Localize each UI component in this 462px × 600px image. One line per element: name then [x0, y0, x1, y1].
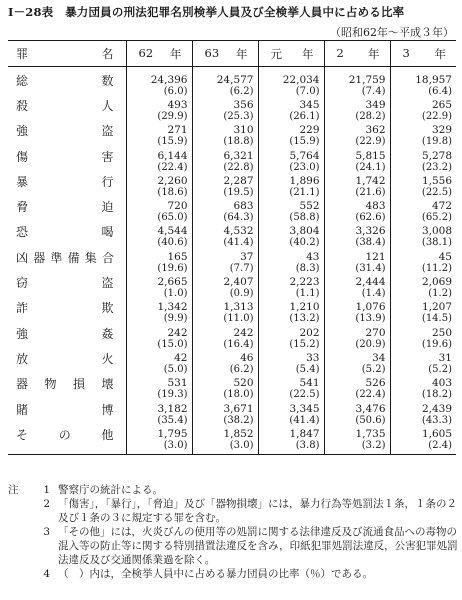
gang-share-percent: (25.3): [223, 111, 254, 122]
value-cell: [258, 302, 324, 327]
value-cell: [126, 404, 192, 429]
arrest-count: 2,260: [157, 174, 188, 187]
arrest-count: 483: [365, 200, 386, 213]
table-row: [8, 176, 456, 201]
gang-share-percent: (41.4): [223, 237, 254, 249]
arrest-count: 1,210: [289, 301, 320, 314]
arrest-count: 526: [365, 377, 386, 390]
arrest-count: 18,957: [415, 74, 452, 86]
arrest-count: 531: [167, 377, 188, 390]
crime-name-cell: [8, 201, 126, 226]
arrest-count: 472: [431, 200, 452, 213]
crime-name: 脅 迫: [16, 200, 114, 215]
arrest-count: 45: [438, 250, 452, 263]
arrest-count: 2,287: [223, 174, 254, 187]
arrest-count: 3,476: [355, 402, 386, 415]
arrest-count: 270: [365, 326, 386, 339]
crime-name-cell: [8, 302, 126, 327]
gang-share-percent: (22.4): [355, 389, 386, 401]
value-cell: [192, 226, 258, 251]
arrest-count: 2,069: [421, 276, 452, 289]
value-cell: [324, 252, 390, 277]
gang-share-percent: (11.0): [223, 313, 254, 325]
gang-share-percent: (7.0): [295, 86, 320, 97]
gang-share-percent: (22.5): [421, 186, 452, 198]
arrest-count: 4,544: [157, 225, 188, 238]
gang-share-percent: (1.4): [361, 288, 386, 300]
value-cell: [390, 328, 456, 353]
value-cell: [324, 378, 390, 403]
gang-share-percent: (50.6): [355, 414, 386, 426]
arrest-count: 1,313: [223, 301, 254, 314]
arrest-count: 5,764: [289, 149, 320, 162]
gang-share-percent: (41.4): [289, 414, 320, 426]
gang-share-percent: (23.2): [421, 161, 452, 173]
value-cell: [258, 67, 324, 101]
gang-share-percent: (23.0): [289, 161, 320, 173]
gang-share-percent: (5.2): [428, 363, 452, 375]
arrest-count: 1,852: [223, 427, 254, 440]
value-cell: [126, 378, 192, 403]
gang-share-percent: (0.9): [229, 288, 254, 300]
arrest-count: 4,532: [223, 225, 254, 238]
footnote: [8, 567, 458, 581]
table-row: [8, 302, 456, 327]
value-cell: [390, 67, 456, 101]
table-row: [8, 378, 456, 403]
arrest-count: 242: [167, 326, 188, 339]
gang-share-percent: (14.5): [421, 313, 452, 325]
value-cell: [324, 302, 390, 327]
gang-share-percent: (7.4): [361, 86, 386, 97]
gang-share-percent: (31.4): [355, 262, 386, 274]
value-cell: [126, 353, 192, 378]
gang-share-percent: (58.8): [289, 212, 320, 224]
gang-share-percent: (19.6): [421, 338, 452, 350]
value-cell: [390, 378, 456, 403]
crime-name-cell: [8, 100, 126, 125]
gang-share-percent: (26.1): [289, 111, 320, 122]
value-cell: [324, 429, 390, 455]
gang-share-percent: (3.0): [163, 439, 188, 451]
arrest-count: 24,577: [216, 74, 254, 86]
value-cell: [258, 201, 324, 226]
arrest-count: 2,223: [289, 276, 320, 289]
gang-share-percent: (22.9): [355, 136, 386, 148]
gang-share-percent: (22.5): [289, 389, 320, 401]
table-row: [8, 252, 456, 277]
arrest-count: 1,556: [421, 174, 452, 187]
arrest-count: 3,008: [421, 225, 452, 238]
arrest-count: 1,207: [421, 301, 452, 314]
gang-share-percent: (16.4): [223, 338, 254, 350]
arrest-count: 31: [438, 351, 452, 364]
value-cell: [258, 328, 324, 353]
arrest-count: 3,345: [289, 402, 320, 415]
arrest-count: 1,896: [289, 174, 320, 187]
value-cell: [192, 252, 258, 277]
arrest-count: 1,735: [355, 427, 386, 440]
value-cell: [126, 429, 192, 455]
footnote-text: 「傷害」，「暴行」，「脅迫」及び「器物損壊」には，暴力行為等処罰法１条，１条の２及び１条の３に規定する罪を含む。: [58, 498, 457, 524]
gang-share-percent: (15.9): [289, 136, 320, 148]
arrest-count: 24,396: [150, 74, 188, 86]
crime-name-cell: [8, 404, 126, 429]
gang-share-percent: (11.2): [421, 262, 452, 274]
value-cell: [390, 176, 456, 201]
table-row: [8, 277, 456, 302]
arrest-count: 22,034: [282, 74, 320, 86]
gang-share-percent: (6.2): [229, 363, 254, 375]
arrest-count: 493: [167, 99, 188, 111]
value-cell: [192, 67, 258, 101]
value-cell: [258, 277, 324, 302]
gang-share-percent: (6.4): [428, 86, 452, 97]
crime-name-cell: [8, 67, 126, 101]
crime-name: 器 物 損 壊: [16, 377, 114, 392]
crime-statistics-table: [8, 40, 456, 455]
arrest-count: 46: [240, 351, 254, 364]
arrest-count: 2,439: [421, 402, 452, 415]
footnote-text: 警察庁の統計による。: [58, 484, 163, 496]
value-cell: [390, 277, 456, 302]
value-cell: [126, 252, 192, 277]
arrest-count: 3,182: [157, 402, 188, 415]
arrest-count: 202: [299, 326, 320, 339]
arrest-count: 720: [167, 200, 188, 213]
arrest-count: 271: [167, 124, 188, 137]
arrest-count: 1,605: [421, 427, 452, 440]
gang-share-percent: (3.8): [295, 439, 320, 451]
arrest-count: 265: [431, 99, 452, 111]
gang-share-percent: (21.6): [355, 186, 386, 198]
gang-share-percent: (15.9): [157, 136, 188, 148]
gang-share-percent: (19.3): [157, 389, 188, 401]
crime-name-cell: [8, 151, 126, 176]
value-cell: [324, 201, 390, 226]
value-cell: [192, 100, 258, 125]
value-cell: [258, 226, 324, 251]
gang-share-percent: (3.2): [361, 439, 386, 451]
value-cell: [192, 277, 258, 302]
value-cell: [390, 100, 456, 125]
arrest-count: 3,804: [289, 225, 320, 238]
table-row: [8, 226, 456, 251]
gang-share-percent: (38.2): [223, 414, 254, 426]
table-period: （昭和62年～平成３年）: [330, 26, 454, 39]
gang-share-percent: (1.2): [428, 288, 452, 300]
value-cell: [126, 100, 192, 125]
value-cell: [390, 252, 456, 277]
gang-share-percent: (64.3): [223, 212, 254, 224]
value-cell: [126, 151, 192, 176]
footnote-number: 4: [43, 568, 50, 580]
value-cell: [126, 125, 192, 150]
table-row: [8, 100, 456, 125]
arrest-count: 345: [299, 99, 320, 111]
gang-share-percent: (24.1): [355, 161, 386, 173]
crime-name: そ の 他: [16, 427, 114, 442]
footnote-lead: 注: [8, 484, 19, 496]
crime-name: 凶 器 準 備 集 合: [16, 250, 114, 265]
gang-share-percent: (38.4): [355, 237, 386, 249]
table-row: [8, 67, 456, 101]
value-cell: [324, 226, 390, 251]
value-cell: [324, 151, 390, 176]
value-cell: [126, 226, 192, 251]
gang-share-percent: (18.8): [223, 136, 254, 148]
gang-share-percent: (18.0): [223, 389, 254, 401]
crime-name: 殺 人: [16, 99, 114, 113]
arrest-count: 121: [365, 250, 386, 263]
value-cell: [126, 277, 192, 302]
arrest-count: 1,076: [355, 301, 386, 314]
value-cell: [324, 328, 390, 353]
crime-name: 放 火: [16, 351, 114, 366]
gang-share-percent: (6.0): [163, 86, 188, 97]
arrest-count: 33: [306, 351, 320, 364]
table-row: [8, 201, 456, 226]
gang-share-percent: (9.9): [163, 313, 188, 325]
table-body: [8, 67, 456, 455]
value-cell: [258, 100, 324, 125]
value-cell: [192, 302, 258, 327]
footnotes: [8, 483, 458, 581]
gang-share-percent: (5.0): [163, 363, 188, 375]
value-cell: [324, 353, 390, 378]
value-cell: [192, 151, 258, 176]
arrest-count: 5,278: [421, 149, 452, 162]
footnote: [8, 525, 458, 567]
arrest-count: 229: [299, 124, 320, 137]
value-cell: [390, 353, 456, 378]
arrest-count: 403: [431, 377, 452, 390]
gang-share-percent: (21.1): [289, 186, 320, 198]
crime-name: 恐 喝: [16, 225, 114, 240]
arrest-count: 5,815: [355, 149, 386, 162]
footnote-number: 1: [43, 484, 50, 496]
value-cell: [192, 404, 258, 429]
arrest-count: 2,444: [355, 276, 386, 289]
value-cell: [258, 378, 324, 403]
gang-share-percent: (15.2): [289, 338, 320, 350]
gang-share-percent: (19.8): [421, 136, 452, 148]
table-row: [8, 125, 456, 150]
value-cell: [192, 176, 258, 201]
gang-share-percent: (1.1): [295, 288, 320, 300]
gang-share-percent: (22.9): [421, 111, 452, 122]
crime-name-cell: [8, 176, 126, 201]
arrest-count: 37: [240, 250, 254, 263]
value-cell: [324, 404, 390, 429]
gang-share-percent: (13.9): [355, 313, 386, 325]
crime-name-cell: [8, 353, 126, 378]
arrest-count: 520: [233, 377, 254, 390]
value-cell: [258, 176, 324, 201]
value-cell: [192, 201, 258, 226]
crime-name: 賭 博: [16, 402, 114, 417]
value-cell: [126, 176, 192, 201]
arrest-count: 21,759: [348, 74, 386, 86]
arrest-count: 310: [233, 124, 254, 137]
crime-name: 傷 害: [16, 149, 114, 164]
gang-share-percent: (19.5): [223, 186, 254, 198]
gang-share-percent: (29.9): [157, 111, 188, 122]
gang-share-percent: (7.7): [229, 262, 254, 274]
gang-share-percent: (6.2): [229, 86, 254, 97]
arrest-count: 3,671: [223, 402, 254, 415]
value-cell: [126, 302, 192, 327]
header-crime-label: 罪 名: [16, 47, 114, 61]
arrest-count: 6,144: [157, 149, 188, 162]
gang-share-percent: (65.0): [157, 212, 188, 224]
value-cell: [324, 176, 390, 201]
table-row: [8, 353, 456, 378]
value-cell: [390, 404, 456, 429]
crime-name-cell: [8, 277, 126, 302]
value-cell: [390, 151, 456, 176]
value-cell: [390, 125, 456, 150]
arrest-count: 362: [365, 124, 386, 137]
value-cell: [258, 404, 324, 429]
value-cell: [324, 100, 390, 125]
arrest-count: 356: [233, 99, 254, 111]
value-cell: [192, 328, 258, 353]
table-row: [8, 151, 456, 176]
arrest-count: 2,407: [223, 276, 254, 289]
gang-share-percent: (62.6): [355, 212, 386, 224]
value-cell: [192, 429, 258, 455]
arrest-count: 250: [431, 326, 452, 339]
value-cell: [390, 201, 456, 226]
gang-share-percent: (38.1): [421, 237, 452, 249]
crime-name: 暴 行: [16, 174, 114, 189]
gang-share-percent: (18.2): [421, 389, 452, 401]
value-cell: [258, 353, 324, 378]
table-row: [8, 404, 456, 429]
header-year: 元 年: [258, 41, 324, 67]
footnote-number: 2: [43, 498, 50, 510]
table-row: [8, 328, 456, 353]
crime-name-cell: [8, 252, 126, 277]
footnote: [8, 483, 458, 497]
gang-share-percent: (5.2): [361, 363, 386, 375]
value-cell: [324, 277, 390, 302]
value-cell: [390, 429, 456, 455]
header-row: [8, 41, 456, 67]
gang-share-percent: (40.6): [157, 237, 188, 249]
gang-share-percent: (35.4): [157, 414, 188, 426]
arrest-count: 349: [365, 99, 386, 111]
value-cell: [324, 67, 390, 101]
gang-share-percent: (2.4): [428, 439, 452, 451]
gang-share-percent: (22.8): [223, 161, 254, 173]
arrest-count: 1,847: [289, 427, 320, 440]
arrest-count: 6,321: [223, 149, 254, 162]
crime-name-cell: [8, 429, 126, 455]
footnote-number: 3: [43, 526, 50, 538]
header-year: 62 年: [126, 41, 192, 67]
footnote-text: 「その他」には，火炎びんの使用等の処罰に関する法律違反及び流通食品への毒物の混入等の防止等に関する特別措置法違反を含み，印紙犯罪処罰法違反，公害犯罪処罰法違反及び交通関係業過を除く。: [58, 526, 458, 566]
footnote-text: （ ）内は，全検挙人員中に占める暴力団員の比率（％）である。: [58, 568, 373, 580]
gang-share-percent: (15.0): [157, 338, 188, 350]
arrest-count: 329: [431, 124, 452, 137]
arrest-count: 2,665: [157, 276, 188, 289]
arrest-count: 3,326: [355, 225, 386, 238]
arrest-count: 1,342: [157, 301, 188, 314]
header-year: 63 年: [192, 41, 258, 67]
value-cell: [126, 67, 192, 101]
gang-share-percent: (5.4): [295, 363, 320, 375]
value-cell: [192, 353, 258, 378]
arrest-count: 43: [306, 250, 320, 263]
gang-share-percent: (20.9): [355, 338, 386, 350]
crime-name-cell: [8, 226, 126, 251]
crime-name: 強 盗: [16, 124, 114, 139]
table-row: [8, 429, 456, 455]
header-crime: [8, 41, 126, 67]
value-cell: [126, 328, 192, 353]
crime-name: 窃 盗: [16, 276, 114, 291]
value-cell: [192, 125, 258, 150]
crime-name-cell: [8, 125, 126, 150]
value-cell: [324, 125, 390, 150]
value-cell: [258, 125, 324, 150]
table-title: Ⅰ－28表 暴力団員の刑法犯罪名別検挙人員及び全検挙人員中に占める比率: [8, 5, 405, 19]
crime-name: 強 姦: [16, 326, 114, 341]
header-year: 2 年: [324, 41, 390, 67]
arrest-count: 42: [174, 351, 188, 364]
gang-share-percent: (3.0): [229, 439, 254, 451]
value-cell: [258, 252, 324, 277]
gang-share-percent: (22.4): [157, 161, 188, 173]
arrest-count: 541: [299, 377, 320, 390]
gang-share-percent: (13.2): [289, 313, 320, 325]
crime-name-cell: [8, 378, 126, 403]
header-year: 3 年: [390, 41, 456, 67]
crime-name-cell: [8, 328, 126, 353]
arrest-count: 165: [167, 250, 188, 263]
gang-share-percent: (65.2): [421, 212, 452, 224]
arrest-count: 34: [372, 351, 386, 364]
gang-share-percent: (1.0): [163, 288, 188, 300]
gang-share-percent: (43.3): [421, 414, 452, 426]
gang-share-percent: (28.2): [355, 111, 386, 122]
value-cell: [258, 151, 324, 176]
gang-share-percent: (19.6): [157, 262, 188, 274]
arrest-count: 683: [233, 200, 254, 213]
value-cell: [258, 429, 324, 455]
crime-name: 詐 欺: [16, 301, 114, 316]
value-cell: [192, 378, 258, 403]
crime-name: 総 数: [16, 74, 114, 88]
arrest-count: 242: [233, 326, 254, 339]
arrest-count: 1,795: [157, 427, 188, 440]
value-cell: [390, 226, 456, 251]
footnote: [8, 497, 458, 525]
arrest-count: 1,742: [355, 174, 386, 187]
arrest-count: 552: [299, 200, 320, 213]
value-cell: [390, 302, 456, 327]
gang-share-percent: (40.2): [289, 237, 320, 249]
gang-share-percent: (18.6): [157, 186, 188, 198]
gang-share-percent: (8.3): [295, 262, 320, 274]
value-cell: [126, 201, 192, 226]
